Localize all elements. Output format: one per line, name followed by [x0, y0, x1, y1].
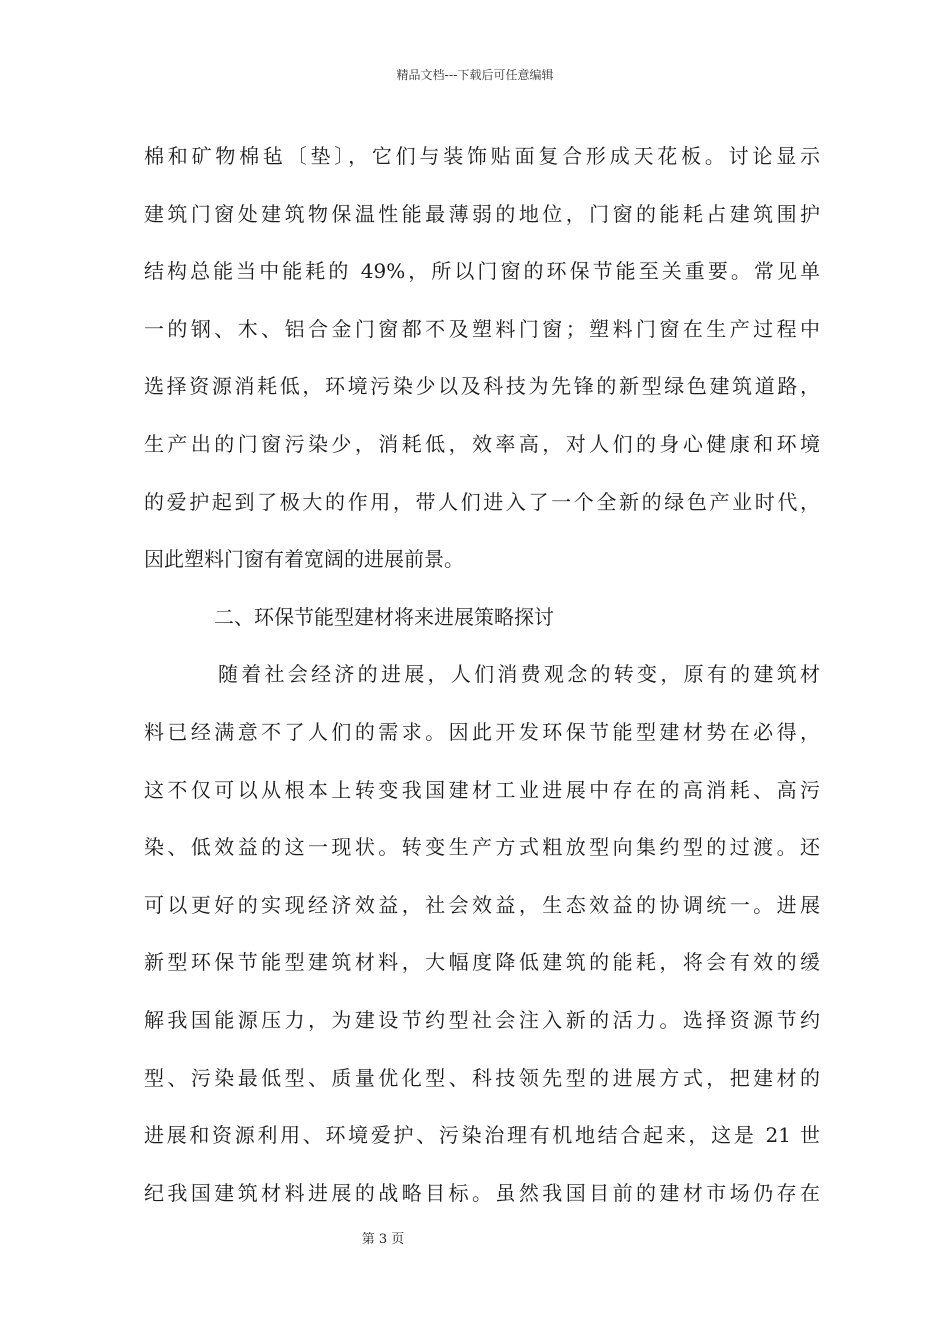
text-line: 随着社会经济的进展，人们消费观念的转变，原有的建筑材	[218, 662, 820, 687]
text-line: 料已经满意不了人们的需求。因此开发环保节能型建材势在必得，	[144, 719, 820, 744]
text-line: 新型环保节能型建筑材料，大幅度降低建筑的能耗，将会有效的缓	[144, 950, 820, 975]
page-number: 第 3 页	[361, 1232, 405, 1247]
text-line: 棉和矿物棉毡〔垫〕，它们与装饰贴面复合形成天花板。讨论显示	[144, 144, 820, 168]
text-line: 可以更好的实现经济效益，社会效益，生态效益的协调统一。进展	[144, 892, 820, 917]
text-line: 纪我国建筑材料进展的战略目标。虽然我国目前的建材市场仍存在	[144, 1180, 820, 1205]
text-line: 生产出的门窗污染少，消耗低，效率高，对人们的身心健康和环境	[144, 431, 820, 456]
text-line: 建筑门窗处建筑物保温性能最薄弱的地位，门窗的能耗占建筑围护	[144, 201, 820, 226]
text-line: 解我国能源压力，为建设节约型社会注入新的活力。选择资源节约	[144, 1007, 820, 1032]
text-line: 结构总能当中能耗的 49%，所以门窗的环保节能至关重要。常见单	[144, 259, 820, 284]
text-line: 因此塑料门窗有着宽阔的进展前景。	[144, 547, 464, 572]
text-line: 的爱护起到了极大的作用，带人们进入了一个全新的绿色产业时代，	[144, 489, 820, 514]
body-text	[144, 128, 820, 1222]
text-line: 型、污染最低型、质量优化型、科技领先型的进展方式，把建材的	[144, 1065, 820, 1090]
text-line: 一的钢、木、铝合金门窗都不及塑料门窗；塑料门窗在生产过程中	[144, 316, 820, 341]
page-header: 精品文档---下载后可任意编辑	[396, 68, 554, 82]
text-line: 这不仅可以从根本上转变我国建材工业进展中存在的高消耗、高污	[144, 777, 820, 802]
text-line: 选择资源消耗低，环境污染少以及科技为先锋的新型绿色建筑道路，	[144, 374, 820, 399]
text-line: 进展和资源利用、环境爱护、污染治理有机地结合起来，这是 21 世	[144, 1123, 820, 1148]
section-heading: 二、环保节能型建材将来进展策略探讨	[214, 604, 554, 629]
text-line: 染、低效益的这一现状。转变生产方式粗放型向集约型的过渡。还	[144, 835, 820, 860]
